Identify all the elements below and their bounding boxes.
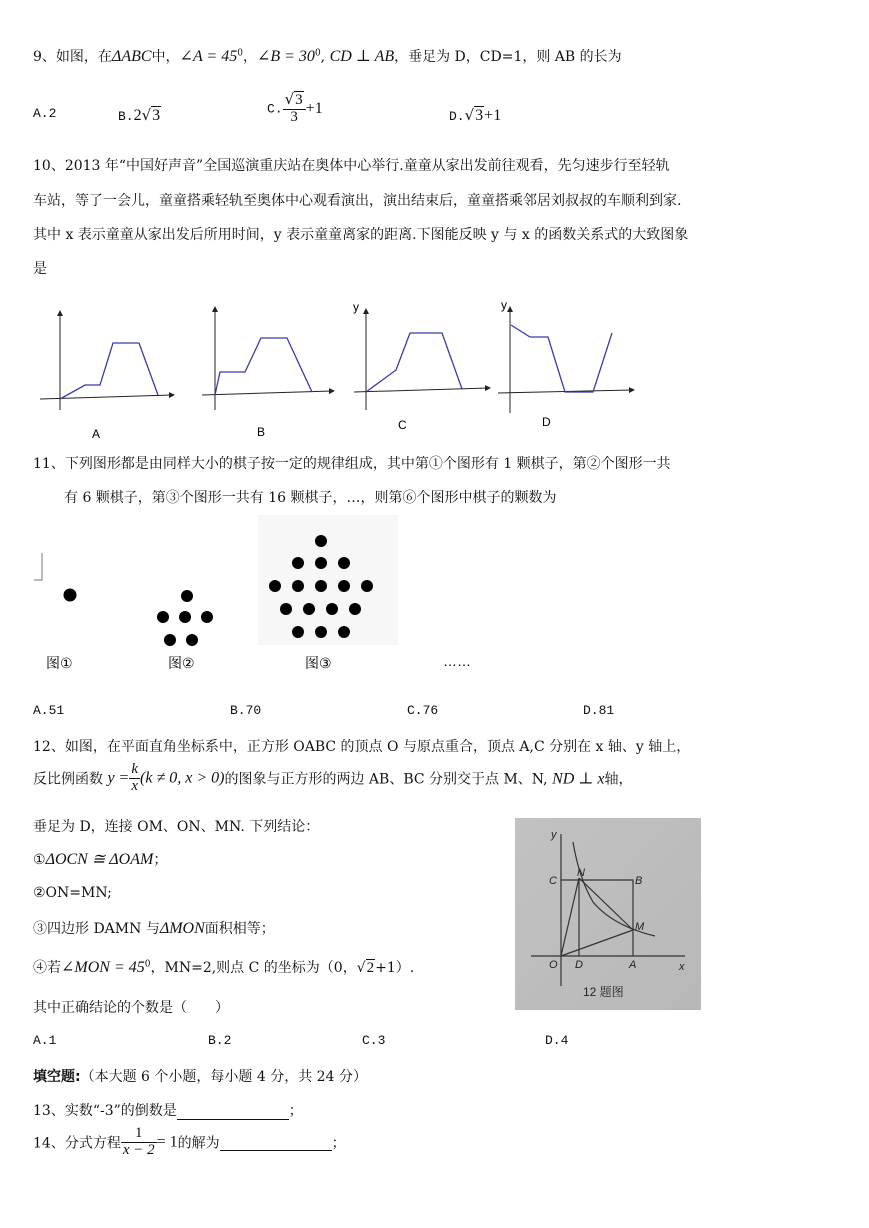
- q9-text: 中，: [151, 49, 180, 65]
- q14: [33, 1126, 346, 1159]
- q9-option-d-prefix: D.: [449, 109, 465, 124]
- q12-function-condition: (k ≠ 0, x > 0): [140, 769, 225, 787]
- q10-graph-a-label: A: [92, 427, 101, 441]
- q10-graph-c-label: C: [398, 418, 407, 432]
- q13-text: 13、实数“-3”的倒数是: [33, 1103, 177, 1119]
- q11-fig3-piece: [338, 626, 350, 638]
- q11-fig3-piece: [315, 535, 327, 547]
- section-title: 填空题:: [33, 1069, 81, 1085]
- q11-fig3-piece: [292, 580, 304, 592]
- q9-option-c: C. $\frac{√3}{3}$ +1: [267, 90, 323, 125]
- q12-fig-b-label: B: [635, 875, 643, 887]
- q12-fig-caption: 12 题图: [583, 985, 624, 999]
- q12-function-y: y =: [107, 769, 130, 787]
- q9-comma: ，: [242, 49, 257, 65]
- q14-numerator: 1: [121, 1126, 157, 1143]
- q12-option-d: D.4: [545, 1033, 569, 1048]
- q12-c4-text: ，MN=2,则点 C 的坐标为（0，: [150, 960, 357, 976]
- q11-fig3-piece: [315, 557, 327, 569]
- section-note: （本大题 6 个小题，每小题 4 分，共 24 分）: [80, 1069, 367, 1085]
- q12-c3-text: ③四边形 DAMN 与: [33, 921, 160, 937]
- q14-equals: = 1: [156, 1133, 178, 1151]
- q10-graph-d-label: D: [542, 415, 551, 429]
- q12-fig-c-label: C: [549, 875, 557, 887]
- q11-ellipsis: ……: [443, 653, 471, 669]
- q13-answer-blank[interactable]: [177, 1103, 289, 1120]
- q11-fig3-piece: [361, 580, 373, 592]
- q11-fig3-piece: [269, 580, 281, 592]
- q11-fig3-piece: [315, 626, 327, 638]
- q9-triangle: ΔABC: [111, 48, 152, 65]
- q12-c4-text: ④若: [33, 960, 61, 976]
- q13: [33, 1100, 303, 1120]
- q9-option-b-radicand: 3: [152, 107, 161, 124]
- q9-option-c-numerator: 3: [295, 92, 303, 108]
- q12-c1-number: ①: [33, 852, 46, 868]
- q12-conclusion-4: ④若∠MON = $45^0$，MN=2,则点 C 的坐标为（0，√2+1）.: [33, 959, 415, 976]
- q12-fig-y-label: y: [551, 829, 557, 841]
- q11-line-2: 有 6 颗棋子，第③个图形一共有 16 颗棋子，…，则第⑥个图形中棋子的颗数为: [64, 490, 557, 506]
- q12-conclusion-1: [33, 849, 167, 869]
- q9-degree: 0: [237, 48, 243, 59]
- q9-option-d-plus: +1: [484, 107, 502, 124]
- q11-fig3-piece: [303, 603, 315, 615]
- q14-text: 14、分式方程: [33, 1135, 121, 1152]
- q10-graph-b: [202, 309, 332, 439]
- q9-option-c-plus: +1: [305, 99, 323, 117]
- q11-fig2-piece: [157, 611, 169, 623]
- q12-c4-text: +1）.: [375, 960, 415, 976]
- q11-option-b: B.70: [230, 703, 262, 718]
- q10-line-3: 其中 x 表示童童从家出发后所用时间，y 表示童童离家的距离.下图能反映 y 与 x 的函数关系式的大致图象: [33, 227, 689, 243]
- q10-graph-a: [40, 313, 172, 441]
- q11-fig2-label: 图②: [168, 655, 195, 671]
- q12-fig-a-label: A: [629, 959, 637, 971]
- q12-function-k: k: [131, 761, 139, 777]
- q12-fig-x-label: x: [679, 961, 685, 973]
- q12-c4-math: ∠MON = 45: [61, 959, 145, 976]
- q11-fig3-label: 图③: [305, 655, 332, 671]
- q10-line-2: 车站，等了一会儿，童童搭乘轻轨至奥体中心观看演出，演出结束后，童童搭乘邻居刘叔叔的车顺利到家.: [33, 193, 682, 209]
- q9-degree: 0: [314, 48, 321, 59]
- q9-option-b: B.2√3: [118, 106, 161, 124]
- q9-option-b-prefix: B.: [118, 109, 134, 124]
- q12-conclusion-3: [33, 918, 275, 938]
- q12-c4-degree: 0: [144, 959, 151, 970]
- q12-text: 的图象与正方形的两边 AB、BC 分别交于点 M、N,: [224, 771, 548, 788]
- q11-fig2: [157, 590, 213, 646]
- q12-c3-text: 面积相等；: [204, 921, 275, 937]
- q9-stem: 9、如图，在ΔABC中，∠A = $45^0$，∠B = $30^0$, CD ⊥ AB，垂足为 D，CD=1，则 AB 的长为: [33, 48, 622, 65]
- q12-question: 其中正确结论的个数是（ ）: [33, 1000, 229, 1016]
- q9-option-c-denominator: 3: [290, 108, 298, 125]
- q11-line-1: 11、下列图形都是由同样大小的棋子按一定的规律组成，其中第①个图形有 1 颗棋子，第②个图形一共: [33, 456, 671, 472]
- q11-fig2-piece: [186, 634, 198, 646]
- q10-graphs: [30, 295, 650, 445]
- q10-graph-c: [353, 300, 488, 432]
- q11-fig3-piece: [280, 603, 292, 615]
- q11-fig1-piece: [64, 589, 77, 602]
- q14-denominator: x − 2: [122, 1141, 155, 1158]
- q11-fig2-piece: [201, 611, 213, 623]
- q14-tail: ；: [331, 1135, 346, 1152]
- q10-line-1: 10、2013 年“中国好声音”全国巡演重庆站在奥体中心举行.童童从家出发前往观看，先匀速步行至轻轨: [33, 158, 670, 174]
- q12-option-a: A.1: [33, 1033, 57, 1048]
- q11-option-d: D.81: [583, 703, 615, 718]
- q12-fig-m-label: M: [635, 921, 645, 933]
- q11-fig2-piece: [164, 634, 176, 646]
- q11-fig3-piece: [292, 626, 304, 638]
- q9-perpendicular: CD ⊥ AB: [329, 48, 395, 65]
- q9-option-c-prefix: C.: [267, 101, 283, 117]
- q9-option-d: D.√3+1: [449, 106, 502, 124]
- q12-option-b: B.2: [208, 1033, 232, 1048]
- q9-option-b-coef: 2: [133, 107, 142, 124]
- q10-graph-b-label: B: [257, 425, 266, 439]
- q11-fig3-piece: [349, 603, 361, 615]
- q9-option-d-radicand: 3: [475, 107, 484, 124]
- q12-c1-math: ΔOCN ≅ ΔOAM: [45, 851, 154, 868]
- q10-graph-d-y-label: y: [501, 298, 507, 312]
- q12-figure: [515, 818, 701, 1010]
- fill-blank-section: [33, 1066, 367, 1086]
- q11-fig2-piece: [179, 611, 191, 623]
- q12-line-1: 12、如图，在平面直角坐标系中，正方形 OABC 的顶点 O 与原点重合，顶点 A,C 分别在 x 轴、y 轴上，: [33, 739, 691, 755]
- q13-tail: ；: [288, 1103, 303, 1119]
- q12-function-x: x: [131, 777, 139, 794]
- q10-graph-d: [498, 298, 632, 429]
- q12-fig-d-label: D: [575, 959, 583, 971]
- q12-line-2: [33, 762, 632, 795]
- q9-angle-b: ∠B = 30: [256, 48, 315, 65]
- q14-text: 的解为: [177, 1135, 220, 1152]
- q11-fig3-piece: [292, 557, 304, 569]
- q12-c1-tail: ；: [153, 852, 168, 868]
- q10-line-4: 是: [33, 261, 47, 277]
- q14-answer-blank[interactable]: [220, 1134, 332, 1151]
- q12-perpendicular: ND ⊥ x: [552, 770, 605, 788]
- q11-option-a: A.51: [33, 703, 65, 718]
- q12-text: 轴，: [604, 771, 633, 788]
- q11-fig1-label: 图①: [46, 655, 73, 671]
- q10-graph-c-y-label: y: [353, 300, 359, 314]
- q12-conclusion-2: ②ON=MN;: [33, 885, 112, 901]
- q9-option-a: A.2: [33, 106, 57, 121]
- q12-fig-o-label: O: [549, 959, 558, 971]
- q11-fig3-piece: [326, 603, 338, 615]
- q11-fig3-piece: [338, 557, 350, 569]
- q11-option-c: C.76: [407, 703, 439, 718]
- q12-fig-n-label: N: [577, 867, 585, 879]
- q9-text: 9、如图，在: [33, 49, 112, 65]
- q12-line-3: 垂足为 D，连接 OM、ON、MN. 下列结论：: [33, 819, 320, 835]
- q9-text: ，垂足为 D，CD=1，则 AB 的长为: [394, 49, 622, 65]
- q12-c3-math: ΔMON: [159, 920, 205, 937]
- q11-fig3-piece: [315, 580, 327, 592]
- q12-text: 反比例函数: [33, 771, 103, 788]
- q11-fig3-piece: [338, 580, 350, 592]
- q11-fig2-piece: [181, 590, 193, 602]
- q12-option-c: C.3: [362, 1033, 386, 1048]
- q12-c4-radicand: 2: [366, 960, 375, 976]
- q9-angle-a: ∠A = 45: [179, 48, 238, 65]
- q11-figures: [30, 515, 500, 690]
